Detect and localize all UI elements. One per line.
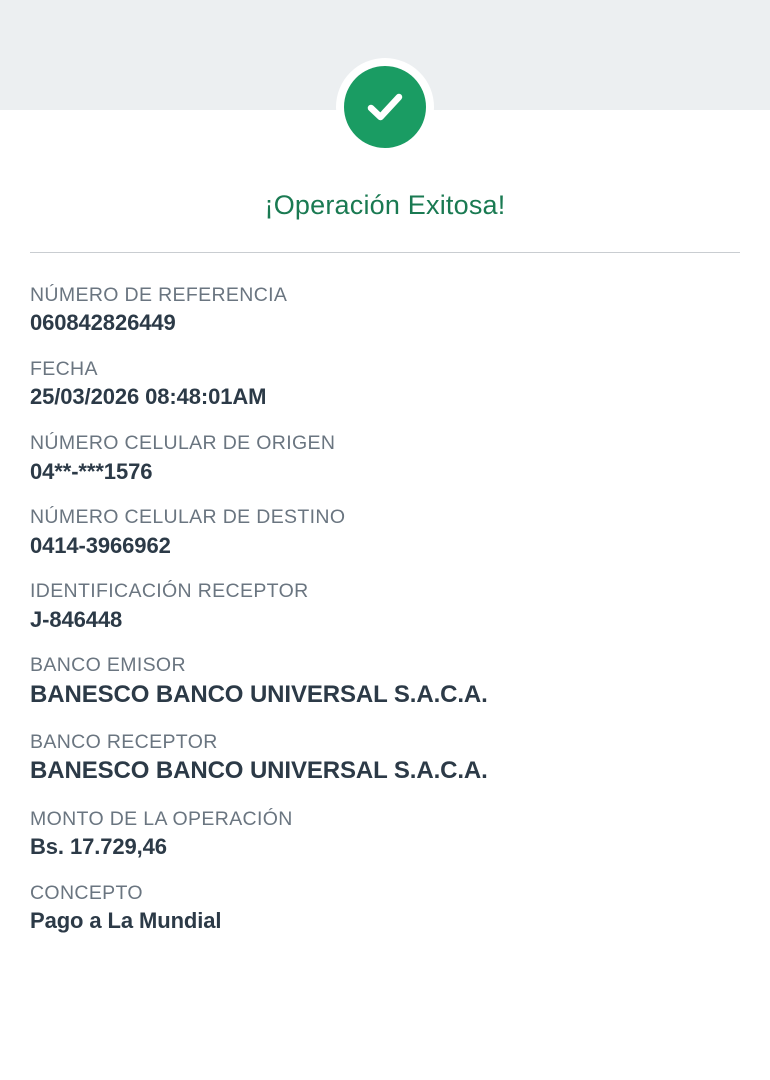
receipt-field: [30, 283, 740, 338]
field-label: NÚMERO DE REFERENCIA: [30, 284, 288, 306]
field-label: MONTO DE LA OPERACIÓN: [30, 807, 293, 830]
divider: [30, 252, 740, 253]
field-value: Bs. 17.729,46: [30, 834, 167, 860]
receipt-field: [30, 431, 740, 486]
page-title: ¡Operación Exitosa!: [264, 190, 506, 220]
receipt-fields-list: [30, 283, 740, 955]
field-value: 0414-3966962: [30, 532, 171, 558]
receipt-field: [30, 881, 740, 936]
receipt-field: [30, 653, 740, 711]
receipt-field: [30, 505, 740, 560]
field-value: 04**-***1576: [30, 458, 153, 484]
field-label: NÚMERO CELULAR DE DESTINO: [30, 506, 346, 529]
field-value: 060842826449: [30, 310, 176, 336]
field-label: FECHA: [30, 358, 98, 381]
field-value: Pago a La Mundial: [30, 908, 222, 934]
field-label: BANCO RECEPTOR: [30, 731, 218, 754]
field-label: IDENTIFICACIÓN RECEPTOR: [30, 580, 309, 603]
receipt-field: [30, 807, 740, 862]
success-badge: [336, 58, 434, 156]
field-value: 25/03/2026 08:48:01AM: [30, 384, 267, 410]
receipt-field: [30, 357, 740, 412]
field-label: BANCO EMISOR: [30, 654, 186, 677]
field-label: NÚMERO CELULAR DE ORIGEN: [30, 432, 336, 455]
field-value: J-846448: [30, 606, 123, 632]
field-label: CONCEPTO: [30, 881, 143, 904]
check-circle-icon: [344, 66, 426, 148]
field-value: BANESCO BANCO UNIVERSAL S.A.C.A.: [30, 757, 488, 785]
field-value: BANESCO BANCO UNIVERSAL S.A.C.A.: [30, 680, 488, 708]
receipt-field: [30, 730, 740, 788]
receipt-field: [30, 579, 740, 634]
